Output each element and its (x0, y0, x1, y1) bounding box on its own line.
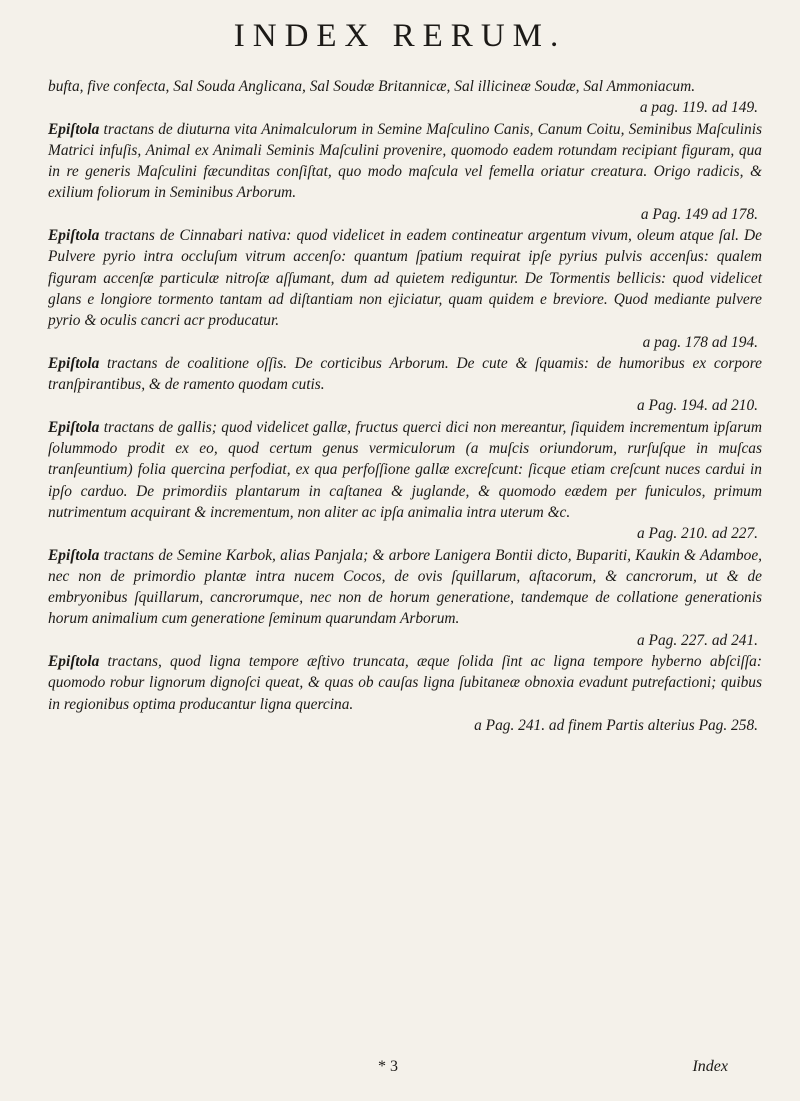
index-entry (48, 76, 762, 119)
entry-text: tractans de coalitione oſſis. De corticibus Arborum. De cute & ſquamis: de humoribus ex corpore tranſpirantibus, & de ramento quodam cutis. (48, 354, 762, 394)
entry-text: tractans de diuturna vita Animalculorum in Semine Maſculino Canis, Canum Coitu, Seminibus Maſculinis Matrici infuſis, Animal ex Animali Seminis Maſculini provenire, quomodo eadem rotundam recipiant figuram, qua in re generis Maſculini fæcunditas conſiſtat, quo modo maſcula vel femella oriatur creatura. Origo radicis, & exilium foliorum in Seminibus Arborum. (48, 120, 762, 202)
entry-text: bufta, five confecta, Sal Souda Anglicana, Sal Soudæ Britannicæ, Sal illicineæ Soudæ, Sal Ammoniacum. (48, 78, 696, 95)
page-reference: a Pag. 149 ad 178. (640, 205, 758, 223)
entry-heading: Epiſtola (48, 227, 100, 245)
index-entry (48, 119, 762, 225)
signature-mark: * 3 (378, 1058, 398, 1075)
entry-heading: Epiſtola (48, 653, 100, 671)
index-entry (48, 353, 762, 417)
index-entry (48, 225, 762, 353)
index-entry (48, 545, 762, 651)
page-reference: a Pag. 227. ad 241. (637, 631, 758, 649)
entry-heading: Epiſtola (48, 546, 100, 564)
page-reference: a Pag. 194. ad 210. (637, 397, 758, 415)
index-entry (48, 417, 762, 545)
entry-text: tractans de Cinnabari nativa: quod videlicet in eadem contineatur argentum vivum, oleum atque ſal. De Pulvere pyrio intra occluſum vitrum accenſo: quantum ſpatium requirat ipſe pyrius pulvis accenſus: qualem figuram accenſæ particulæ nitroſæ aſſumant, dum ad quietem rediguntur. De Tormentis bellicis: quod videlicet glans e longiore tormento tantam ad diſtantiam non ejiciatur, quam quidem e breviore. Quod mediante pulvere pyrio & oculis cancri acr producatur. (48, 227, 762, 330)
page-title: INDEX RERUM. (233, 18, 567, 54)
index-entry (48, 651, 762, 736)
page-reference: a pag. 178 ad 194. (642, 333, 758, 351)
index-body (48, 76, 762, 736)
entry-heading: Epiſtola (48, 418, 100, 436)
page-reference: a Pag. 241. ad finem Partis alterius Pag. 258. (474, 716, 758, 734)
entry-text: tractans de gallis; quod videlicet gallæ, fructus querci dici non mereantur, ſiquidem incrementum ipſarum ſolummodo prodit ex eo, quod certum genus vermiculorum (a muſcis oriundorum, rurſuſque in muſcas tranſeuntium) folia quercina perfodiat, ex qua perfoſſione gallæ excreſcunt: ſicque etiam creſcunt nuces cardui in ipſo carduo. De primordiis plantarum in caſtanea & juglande, & quomodo eædem per funiculos, primum nutrimentum acquirant & incrementum, non aliter ac ipſa animalia intra uterum &c. (48, 418, 762, 521)
entry-heading: Epiſtola (48, 120, 100, 138)
page-reference: a Pag. 210. ad 227. (637, 525, 758, 543)
page-reference: a pag. 119. ad 149. (639, 99, 758, 117)
entry-text: tractans, quod ligna tempore æſtivo truncata, æque ſolida ſint ac ligna tempore hyberno abſciſſa: quomodo robur lignorum dignoſci queat, & quas ob cauſas ligna ſubitaneæ obnoxia evadunt putrefactioni; quibus in regionibus optima producantur ligna quercina. (48, 653, 762, 713)
entry-text: tractans de Semine Karbok, alias Panjala; & arbore Lanigera Bontii dicto, Bupariti, Kaukin & Adamboe, nec non de primordio plantæ intra nucem Cocos, de ovis ſquillarum, aſtacorum, & cancrorum, ut & de embryonibus ſquillarum, cancrorumque, nec non de horum generatione, tandemque de collatione generationis horum animalium cum generatione ſeminum quarundam Arborum. (48, 546, 762, 628)
entry-heading: Epiſtola (48, 354, 100, 372)
catchword: Index (692, 1058, 728, 1075)
